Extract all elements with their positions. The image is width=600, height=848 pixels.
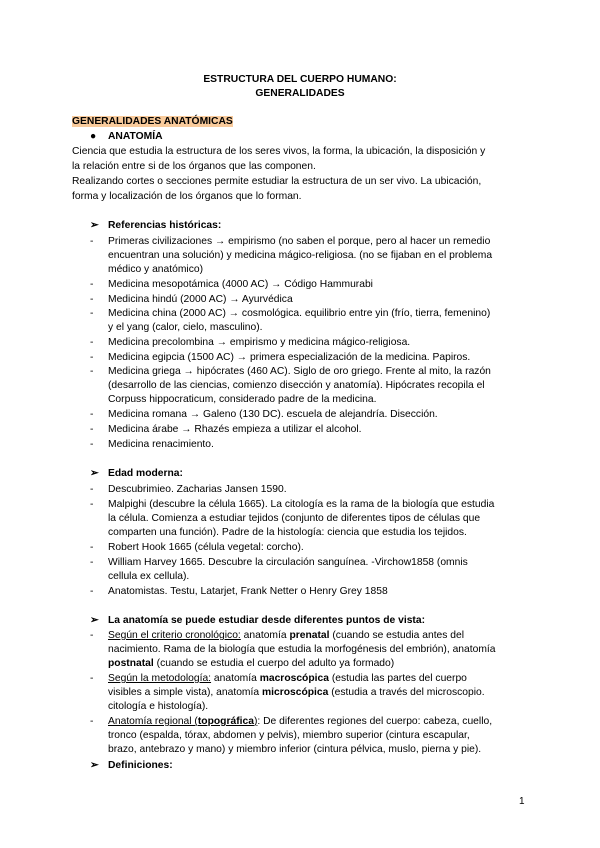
ref-line: Medicina romana → Galeno (130 DC). escuela de alejandría. Disección.	[108, 409, 438, 420]
ref-line: y el yang (calor, cielo, masculino).	[108, 322, 263, 333]
regional-line3: brazo, antebrazo y mano) y miembro inferior (cintura pélvica, muslo, pierna y pie).	[108, 744, 482, 755]
dash-icon: -	[90, 337, 94, 348]
ref-heading: Referencias históricas:	[108, 220, 222, 231]
arrow-icon: ➢	[90, 468, 99, 479]
modern-line: Descubrimieo. Zacharias Jansen 1590.	[108, 484, 287, 495]
ref-line: Medicina renacimiento.	[108, 439, 214, 450]
ref-line: encuentran una solución) y medicina mágico-religiosa. (no se fijaban en el problema	[108, 250, 493, 261]
metodo-line3: citología e histología).	[108, 701, 209, 712]
dash-icon: -	[90, 586, 94, 597]
dash-icon: -	[90, 308, 94, 319]
metodo-line2: visibles a simple vista), anatomía microscópica (estudia a través del microscopio.	[108, 687, 485, 698]
intro-line: Realizando cortes o secciones permite estudiar la estructura de un ser vivo. La ubicación,	[72, 176, 482, 187]
modern-line: Malpighi (descubre la célula 1665). La citología es la rama de la biología que estudia	[108, 499, 495, 510]
regional-line2: tronco (espalda, tórax, abdomen y pelvis), miembro superior (cintura escapular,	[108, 730, 470, 741]
modern-line: comparten una función). Padre de la histología: ciencia que estudia los tejidos.	[108, 527, 467, 538]
doc-title-line2: GENERALIDADES	[255, 88, 345, 99]
dash-icon: -	[90, 557, 94, 568]
anatomia-heading: ANATOMÍA	[108, 131, 163, 142]
bullet-icon: ●	[90, 131, 97, 142]
crono-line2: nacimiento. Rama de la biología que estudia la morfogénesis del embrión), anatomía	[108, 644, 496, 655]
dash-icon: -	[90, 279, 94, 290]
dash-icon: -	[90, 499, 94, 510]
intro-line: forma y localización de los órganos que lo forman.	[72, 191, 302, 202]
ref-line: Corpuss hippocraticum, considerado padre de la medicina.	[108, 394, 377, 405]
ref-line: Medicina egipcia (1500 AC) → primera especialización de la medicina. Papiros.	[108, 352, 471, 363]
modern-line: Robert Hook 1665 (célula vegetal: corcho).	[108, 542, 304, 553]
crono-line1: Según el criterio cronológico: anatomía prenatal (cuando se estudia antes del	[108, 630, 465, 641]
ref-line: médico y anatómico)	[108, 264, 203, 275]
arrow-icon: ➢	[90, 615, 99, 626]
dash-icon: -	[90, 716, 94, 727]
dash-icon: -	[90, 484, 94, 495]
dash-icon: -	[90, 630, 94, 641]
page-number: 1	[519, 796, 525, 807]
ref-line: Medicina griega → hipócrates (460 AC). Siglo de oro griego. Frente al mito, la razón	[108, 366, 491, 377]
ref-line: Primeras civilizaciones → empirismo (no saben el porque, pero al hacer un remedio	[108, 236, 491, 247]
arrow-icon: ➢	[90, 220, 99, 231]
ref-line: Medicina precolombina → empirismo y medicina mágico-religiosa.	[108, 337, 411, 348]
dash-icon: -	[90, 352, 94, 363]
dash-icon: -	[90, 294, 94, 305]
dash-icon: -	[90, 366, 94, 377]
metodo-line1: Según la metodología: anatomía macroscópica (estudia las partes del cuerpo	[108, 673, 467, 684]
ref-line: (desarrollo de las ciencias, comienzo disección y anatomía). Hipócrates recopila el	[108, 380, 485, 391]
crono-line3: postnatal (cuando se estudia el cuerpo del adulto ya formado)	[108, 658, 395, 669]
ref-line: Medicina china (2000 AC) → cosmológica. equilibrio entre yin (frío, tierra, femenino)	[108, 308, 491, 319]
dash-icon: -	[90, 542, 94, 553]
doc-title-line1: ESTRUCTURA DEL CUERPO HUMANO:	[203, 74, 397, 85]
dash-icon: -	[90, 439, 94, 450]
arrow-icon: ➢	[90, 760, 99, 771]
dash-icon: -	[90, 236, 94, 247]
modern-line: cellula ex cellula).	[108, 571, 190, 582]
ref-line: Medicina hindú (2000 AC) → Ayurvédica	[108, 294, 293, 305]
intro-line: Ciencia que estudia la estructura de los seres vivos, la forma, la ubicación, la disposición y	[72, 146, 486, 157]
dash-icon: -	[90, 409, 94, 420]
ref-line: Medicina mesopotámica (4000 AC) → Código Hammurabi	[108, 279, 373, 290]
dash-icon: -	[90, 673, 94, 684]
dash-icon: -	[90, 424, 94, 435]
def-heading: Definiciones:	[108, 760, 173, 771]
ref-line: Medicina árabe → Rhazés empieza a utilizar el alcohol.	[108, 424, 362, 435]
section-heading: GENERALIDADES ANATÓMICAS	[72, 116, 233, 127]
intro-line: la relación entre si de los órganos que las componen.	[72, 161, 316, 172]
modern-line: William Harvey 1665. Descubre la circulación sanguínea. -Virchow1858 (omnis	[108, 557, 468, 568]
modern-line: Anatomistas. Testu, Latarjet, Frank Netter o Henry Grey 1858	[108, 586, 388, 597]
modern-line: la célula. Comienza a estudiar tejidos (conjunto de diferentes tipos de células que	[108, 513, 481, 524]
regional-line1: Anatomía regional (topográfica): De diferentes regiones del cuerpo: cabeza, cuello,	[108, 716, 493, 727]
modern-heading: Edad moderna:	[108, 468, 183, 479]
views-heading: La anatomía se puede estudiar desde diferentes puntos de vista:	[108, 615, 426, 626]
